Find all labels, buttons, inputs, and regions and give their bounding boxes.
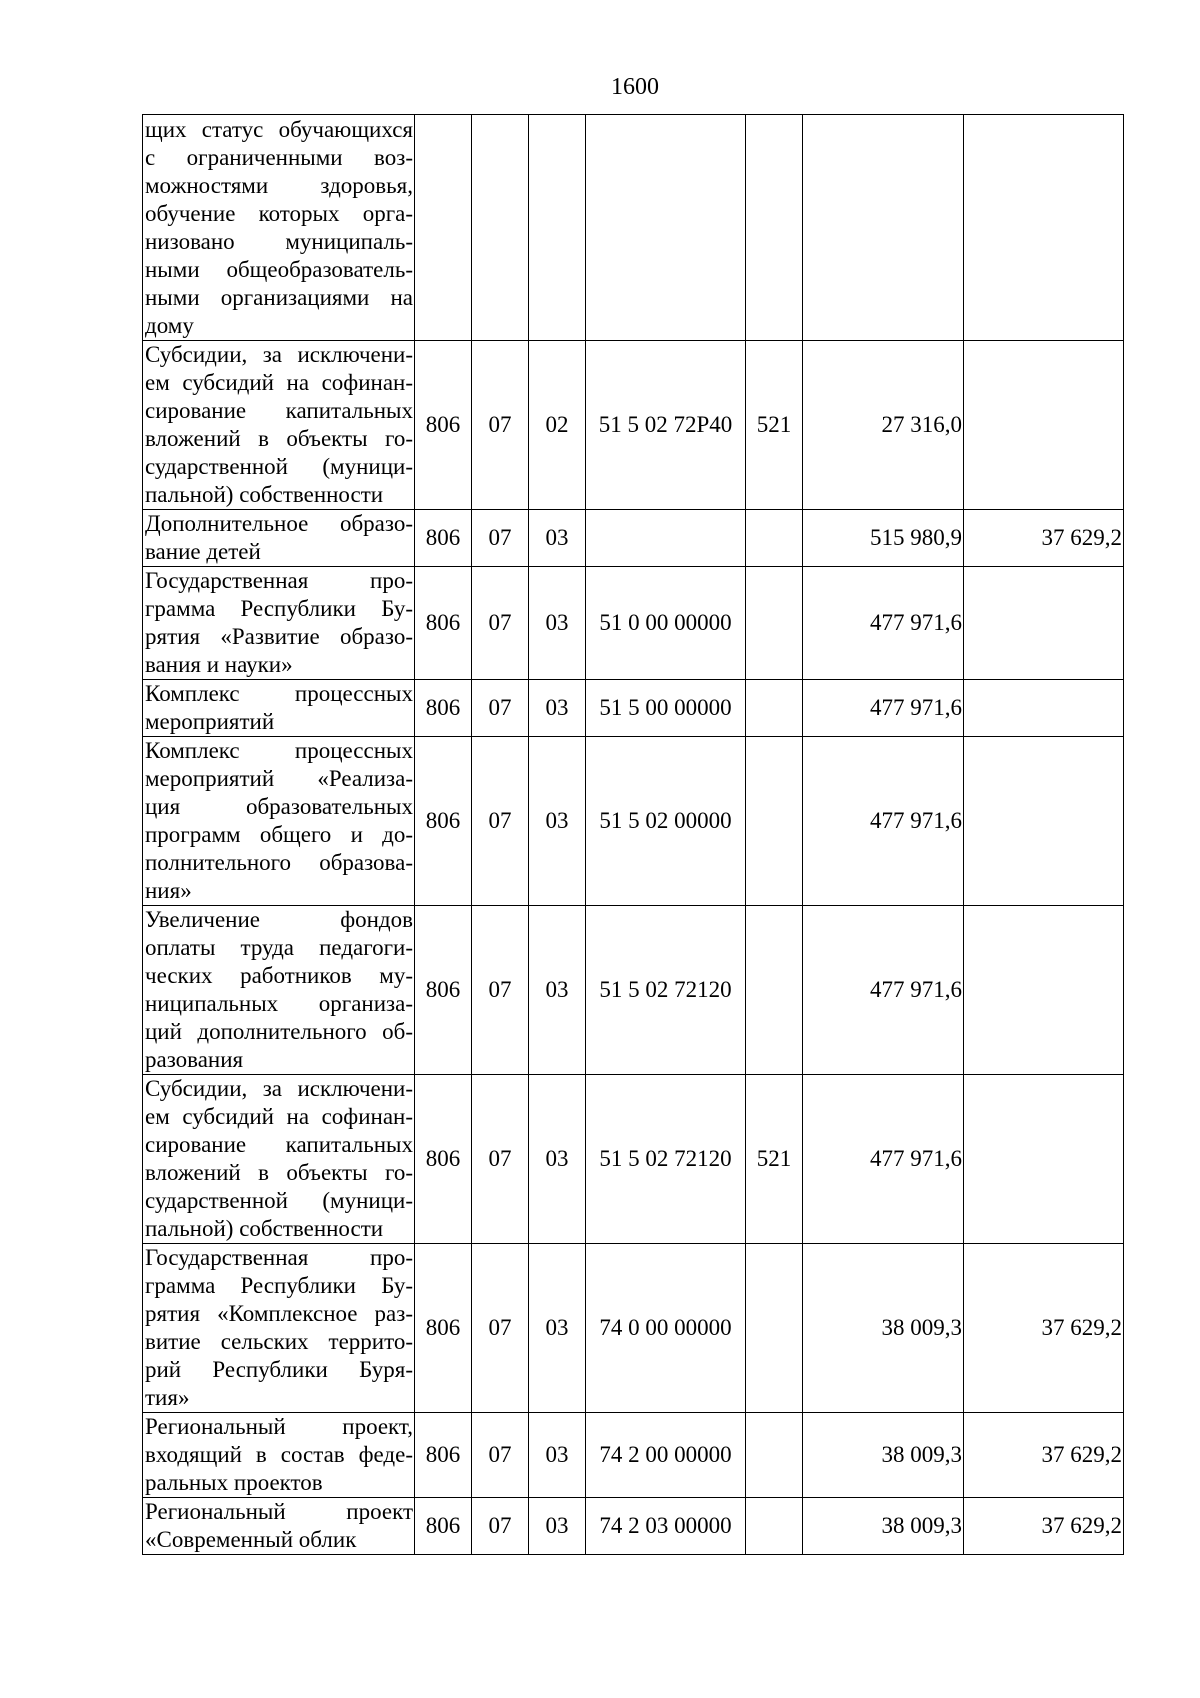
description-line: с ограниченными воз- xyxy=(145,144,413,170)
description-line: Государственная про- xyxy=(145,568,413,593)
description-line: ций дополнительного об- xyxy=(145,1019,413,1044)
cell-sum xyxy=(803,115,964,341)
cell-sum-federal xyxy=(964,341,1124,510)
cell-rz: 07 xyxy=(472,737,529,906)
cell-pr xyxy=(529,115,586,341)
cell-sum: 38 009,3 xyxy=(803,1498,964,1555)
description-line: пальной) собственности xyxy=(145,482,384,507)
description-line: «Современный облик xyxy=(145,1527,357,1552)
cell-pr: 03 xyxy=(529,1498,586,1555)
description-line: вложений в объекты го- xyxy=(145,1160,413,1185)
description-line: сударственной (муници- xyxy=(145,1188,413,1213)
cell-csr xyxy=(586,115,746,341)
cell-sum: 477 971,6 xyxy=(803,737,964,906)
cell-rz: 07 xyxy=(472,1413,529,1498)
cell-ved: 806 xyxy=(415,341,472,510)
cell-csr: 51 5 00 00000 xyxy=(586,680,746,737)
table-row xyxy=(143,510,1124,567)
description-line: Комплекс процессных xyxy=(145,681,413,706)
cell-pr: 02 xyxy=(529,341,586,510)
budget-table-body xyxy=(143,115,1124,1555)
cell-vr xyxy=(746,1498,803,1555)
cell-description xyxy=(143,906,415,1075)
cell-rz: 07 xyxy=(472,567,529,680)
description-line: дому xyxy=(145,312,194,338)
cell-ved: 806 xyxy=(415,906,472,1075)
cell-sum: 38 009,3 xyxy=(803,1244,964,1413)
description-line: вания и науки» xyxy=(145,652,293,677)
cell-description xyxy=(143,510,415,567)
description-line: низовано муниципаль- xyxy=(145,228,413,254)
cell-rz: 07 xyxy=(472,906,529,1075)
cell-sum: 477 971,6 xyxy=(803,1075,964,1244)
description-line: грамма Республики Бу- xyxy=(145,596,413,621)
cell-csr: 51 5 02 00000 xyxy=(586,737,746,906)
description-line: разования xyxy=(145,1047,244,1072)
cell-description xyxy=(143,115,415,341)
description-line: Региональный проект xyxy=(145,1499,413,1524)
cell-sum: 477 971,6 xyxy=(803,906,964,1075)
cell-sum-federal: 37 629,2 xyxy=(964,1498,1124,1555)
cell-pr: 03 xyxy=(529,1075,586,1244)
cell-description xyxy=(143,1075,415,1244)
description-line: ция образовательных xyxy=(145,794,413,819)
cell-sum-federal: 37 629,2 xyxy=(964,1413,1124,1498)
cell-rz: 07 xyxy=(472,341,529,510)
cell-ved: 806 xyxy=(415,567,472,680)
description-line: рий Республики Буря- xyxy=(145,1357,413,1382)
description-line: сирование капитальных xyxy=(145,398,413,423)
cell-sum-federal xyxy=(964,680,1124,737)
description-line: рятия «Развитие образо- xyxy=(145,624,413,649)
description-line: Субсидии, за исключени- xyxy=(145,342,413,367)
cell-sum-federal xyxy=(964,567,1124,680)
cell-csr: 74 0 00 00000 xyxy=(586,1244,746,1413)
description-line: витие сельских террито- xyxy=(145,1329,413,1354)
cell-sum: 515 980,9 xyxy=(803,510,964,567)
cell-vr: 521 xyxy=(746,1075,803,1244)
cell-vr xyxy=(746,115,803,341)
cell-description xyxy=(143,1413,415,1498)
cell-csr: 51 5 02 72120 xyxy=(586,906,746,1075)
description-line: тия» xyxy=(145,1385,190,1410)
cell-pr: 03 xyxy=(529,1413,586,1498)
cell-ved: 806 xyxy=(415,1244,472,1413)
cell-ved: 806 xyxy=(415,1075,472,1244)
cell-vr xyxy=(746,567,803,680)
cell-ved: 806 xyxy=(415,1413,472,1498)
cell-sum-federal xyxy=(964,906,1124,1075)
description-line: оплаты труда педагоги- xyxy=(145,935,413,960)
cell-sum-federal xyxy=(964,737,1124,906)
cell-pr: 03 xyxy=(529,906,586,1075)
cell-vr: 521 xyxy=(746,341,803,510)
description-line: мероприятий «Реализа- xyxy=(145,766,413,791)
description-line: Субсидии, за исключени- xyxy=(145,1076,413,1101)
description-line: Государственная про- xyxy=(145,1245,413,1270)
cell-sum-federal xyxy=(964,1075,1124,1244)
cell-vr xyxy=(746,680,803,737)
cell-vr xyxy=(746,906,803,1075)
cell-rz: 07 xyxy=(472,1075,529,1244)
table-row xyxy=(143,115,1124,341)
cell-description xyxy=(143,1498,415,1555)
cell-csr: 51 5 02 72120 xyxy=(586,1075,746,1244)
cell-csr xyxy=(586,510,746,567)
description-line: ными общеобразователь- xyxy=(145,256,413,282)
cell-rz: 07 xyxy=(472,680,529,737)
cell-vr xyxy=(746,1244,803,1413)
description-line: программ общего и до- xyxy=(145,822,413,847)
cell-ved: 806 xyxy=(415,680,472,737)
description-line: Дополнительное образо- xyxy=(145,511,413,536)
cell-rz: 07 xyxy=(472,510,529,567)
cell-sum: 477 971,6 xyxy=(803,680,964,737)
description-line: ем субсидий на софинан- xyxy=(145,1104,413,1129)
description-line: щих статус обучающихся xyxy=(145,116,413,142)
cell-description xyxy=(143,341,415,510)
cell-description xyxy=(143,567,415,680)
table-row xyxy=(143,1244,1124,1413)
cell-vr xyxy=(746,1413,803,1498)
cell-csr: 74 2 03 00000 xyxy=(586,1498,746,1555)
description-line: Комплекс процессных xyxy=(145,738,413,763)
table-row xyxy=(143,680,1124,737)
description-line: ниципальных организа- xyxy=(145,991,413,1016)
description-line: обучение которых орга- xyxy=(145,200,413,226)
budget-table xyxy=(142,114,1124,1555)
table-row xyxy=(143,1413,1124,1498)
cell-csr: 51 5 02 72Р40 xyxy=(586,341,746,510)
cell-csr: 51 0 00 00000 xyxy=(586,567,746,680)
description-line: полнительного образова- xyxy=(145,850,413,875)
cell-rz: 07 xyxy=(472,1244,529,1413)
cell-vr xyxy=(746,737,803,906)
cell-csr: 74 2 00 00000 xyxy=(586,1413,746,1498)
cell-pr: 03 xyxy=(529,1244,586,1413)
cell-pr: 03 xyxy=(529,737,586,906)
description-line: ческих работников му- xyxy=(145,963,413,988)
description-line: мероприятий xyxy=(145,709,275,734)
description-line: входящий в состав феде- xyxy=(145,1442,413,1467)
table-row xyxy=(143,1498,1124,1555)
description-line: Увеличение фондов xyxy=(145,907,413,932)
table-row xyxy=(143,906,1124,1075)
cell-pr: 03 xyxy=(529,510,586,567)
cell-description xyxy=(143,680,415,737)
cell-pr: 03 xyxy=(529,680,586,737)
cell-sum: 27 316,0 xyxy=(803,341,964,510)
table-row xyxy=(143,1075,1124,1244)
description-line: ными организациями на xyxy=(145,284,413,310)
cell-vr xyxy=(746,510,803,567)
cell-ved: 806 xyxy=(415,737,472,906)
cell-rz: 07 xyxy=(472,1498,529,1555)
description-line: сирование капитальных xyxy=(145,1132,413,1157)
description-line: можностями здоровья, xyxy=(145,172,413,198)
page-number: 1600 xyxy=(611,74,659,100)
cell-ved: 806 xyxy=(415,510,472,567)
cell-sum-federal xyxy=(964,115,1124,341)
description-line: ральных проектов xyxy=(145,1470,323,1495)
description-line: ем субсидий на софинан- xyxy=(145,370,413,395)
description-line: вложений в объекты го- xyxy=(145,426,413,451)
description-line: сударственной (муници- xyxy=(145,454,413,479)
description-line: грамма Республики Бу- xyxy=(145,1273,413,1298)
description-line: ния» xyxy=(145,878,192,903)
table-row xyxy=(143,737,1124,906)
description-line: Региональный проект, xyxy=(145,1414,413,1439)
cell-description xyxy=(143,1244,415,1413)
description-line: пальной) собственности xyxy=(145,1216,384,1241)
cell-rz xyxy=(472,115,529,341)
description-line: рятия «Комплексное раз- xyxy=(145,1301,413,1326)
cell-sum-federal: 37 629,2 xyxy=(964,510,1124,567)
table-row xyxy=(143,341,1124,510)
cell-sum: 477 971,6 xyxy=(803,567,964,680)
cell-ved: 806 xyxy=(415,1498,472,1555)
table-row xyxy=(143,567,1124,680)
cell-sum: 38 009,3 xyxy=(803,1413,964,1498)
description-line: вание детей xyxy=(145,539,261,564)
cell-sum-federal: 37 629,2 xyxy=(964,1244,1124,1413)
cell-pr: 03 xyxy=(529,567,586,680)
cell-ved xyxy=(415,115,472,341)
cell-description xyxy=(143,737,415,906)
